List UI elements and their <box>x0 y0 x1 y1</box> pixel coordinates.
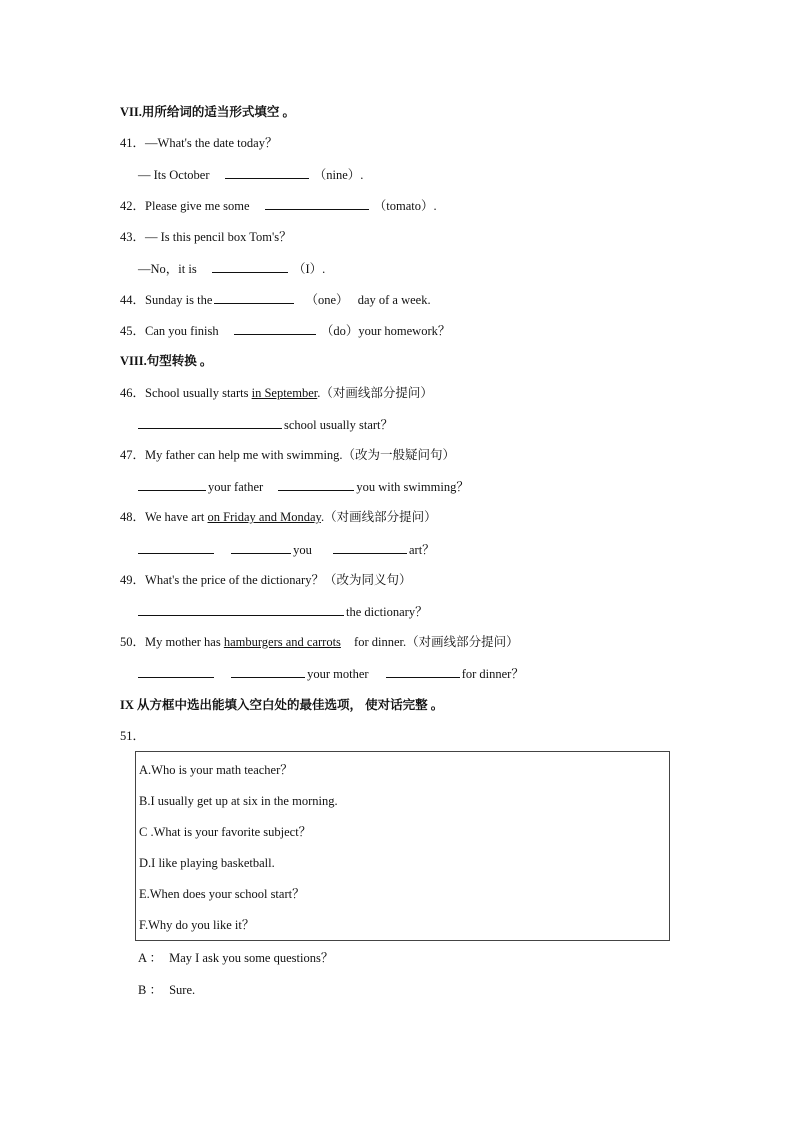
instruction: for dinner.（对画线部分提问） <box>354 635 519 649</box>
question-number: 48． <box>120 510 146 524</box>
question-43 <box>120 229 292 245</box>
question-number: 45． <box>120 324 146 338</box>
question-number: 47． <box>120 448 146 462</box>
option-a: A.Who is your math teacher？ <box>139 763 293 777</box>
question-46-answer-line <box>138 416 393 433</box>
blank[interactable] <box>231 665 305 678</box>
question-text: School usually starts <box>145 386 249 400</box>
question-41-answer-line <box>138 166 363 183</box>
question-number: 43． <box>120 230 146 244</box>
question-number: 50． <box>120 635 146 649</box>
question-number: 46． <box>120 386 146 400</box>
question-49-answer-line <box>138 603 428 620</box>
question-49 <box>120 572 411 588</box>
question-50-answer-line <box>138 665 524 682</box>
question-45 <box>120 322 450 339</box>
question-text: — Is this pencil box Tom's？ <box>145 230 292 244</box>
question-44 <box>120 291 431 308</box>
answer-prefix: —No，it is <box>138 262 197 276</box>
question-47 <box>120 447 455 463</box>
question-text: Sunday is the <box>145 293 213 307</box>
blank[interactable] <box>214 291 294 304</box>
answer-tail: art？ <box>409 543 435 557</box>
question-41 <box>120 135 277 151</box>
answer-tail: you with swimming？ <box>356 480 469 494</box>
answer-middle: your father <box>208 480 264 494</box>
blank[interactable] <box>138 665 214 678</box>
answer-tail: school usually start？ <box>284 418 394 432</box>
section-viii-heading: VIII.句型转换 。 <box>120 354 213 368</box>
hint: （I）. <box>292 262 326 276</box>
underlined-text: hamburgers and carrots <box>223 635 341 649</box>
blank[interactable] <box>225 166 309 179</box>
question-text: My mother has <box>145 635 221 649</box>
blank[interactable] <box>138 478 206 491</box>
dialog-line <box>138 950 333 966</box>
question-46 <box>120 385 433 401</box>
blank[interactable] <box>265 197 369 210</box>
question-number: 49． <box>120 573 146 587</box>
blank[interactable] <box>138 541 214 554</box>
instruction: .（对画线部分提问） <box>317 386 433 400</box>
hint: （one） <box>305 293 349 307</box>
question-text: What's the price of the dictionary？（改为同义句） <box>145 573 412 587</box>
option-d: D.I like playing basketball. <box>139 856 275 870</box>
question-text: My father can help me with swimming.（改为一般疑问句） <box>145 448 456 462</box>
options-box <box>135 751 670 941</box>
question-50 <box>120 634 519 650</box>
question-48 <box>120 509 437 525</box>
speaker-label: B ： <box>138 983 162 997</box>
dialog-text: May I ask you some questions？ <box>169 951 334 965</box>
underlined-text: on Friday and Monday <box>207 510 321 524</box>
blank[interactable] <box>138 603 344 616</box>
question-number: 42． <box>120 199 146 213</box>
question-number: 44． <box>120 293 146 307</box>
instruction: .（对画线部分提问） <box>320 510 437 524</box>
question-text: —What's the date today？ <box>145 136 278 150</box>
underlined-text: in September <box>251 386 318 400</box>
blank[interactable] <box>231 541 291 554</box>
question-47-answer-line <box>138 478 469 495</box>
dialog-text: Sure. <box>169 983 196 997</box>
option-b: B.I usually get up at six in the morning. <box>139 794 338 808</box>
blank[interactable] <box>333 541 407 554</box>
question-text: Can you finish <box>145 324 219 338</box>
question-number: 41． <box>120 136 146 150</box>
speaker-label: A ： <box>138 951 162 965</box>
question-51-number: 51． <box>120 729 146 743</box>
answer-prefix: — Its October <box>138 168 210 182</box>
section-ix-heading: IX 从方框中选出能填入空白处的最佳选项， 使对话完整 。 <box>120 698 444 712</box>
dialog-line <box>138 982 195 998</box>
blank[interactable] <box>234 322 316 335</box>
question-text: Please give me some <box>145 199 250 213</box>
question-42 <box>120 197 437 214</box>
answer-tail: for dinner？ <box>461 667 524 681</box>
question-48-answer-line <box>138 541 435 558</box>
answer-middle: you <box>293 543 312 557</box>
hint: （do）your homework？ <box>320 324 451 338</box>
section-vii-heading: VII.用所给词的适当形式填空 。 <box>120 105 296 119</box>
answer-middle: your mother <box>307 667 369 681</box>
blank[interactable] <box>386 665 460 678</box>
option-e: E.When does your school start？ <box>139 887 305 901</box>
hint: （nine）. <box>313 168 364 182</box>
hint: （tomato）. <box>373 199 437 213</box>
blank[interactable] <box>138 416 282 429</box>
blank[interactable] <box>212 260 288 273</box>
question-tail: day of a week. <box>357 293 431 307</box>
option-c: C .What is your favorite subject？ <box>139 825 312 839</box>
question-43-answer-line <box>138 260 325 277</box>
blank[interactable] <box>278 478 354 491</box>
option-f: F.Why do you like it？ <box>139 918 255 932</box>
answer-tail: the dictionary？ <box>346 605 428 619</box>
question-text: We have art <box>145 510 205 524</box>
